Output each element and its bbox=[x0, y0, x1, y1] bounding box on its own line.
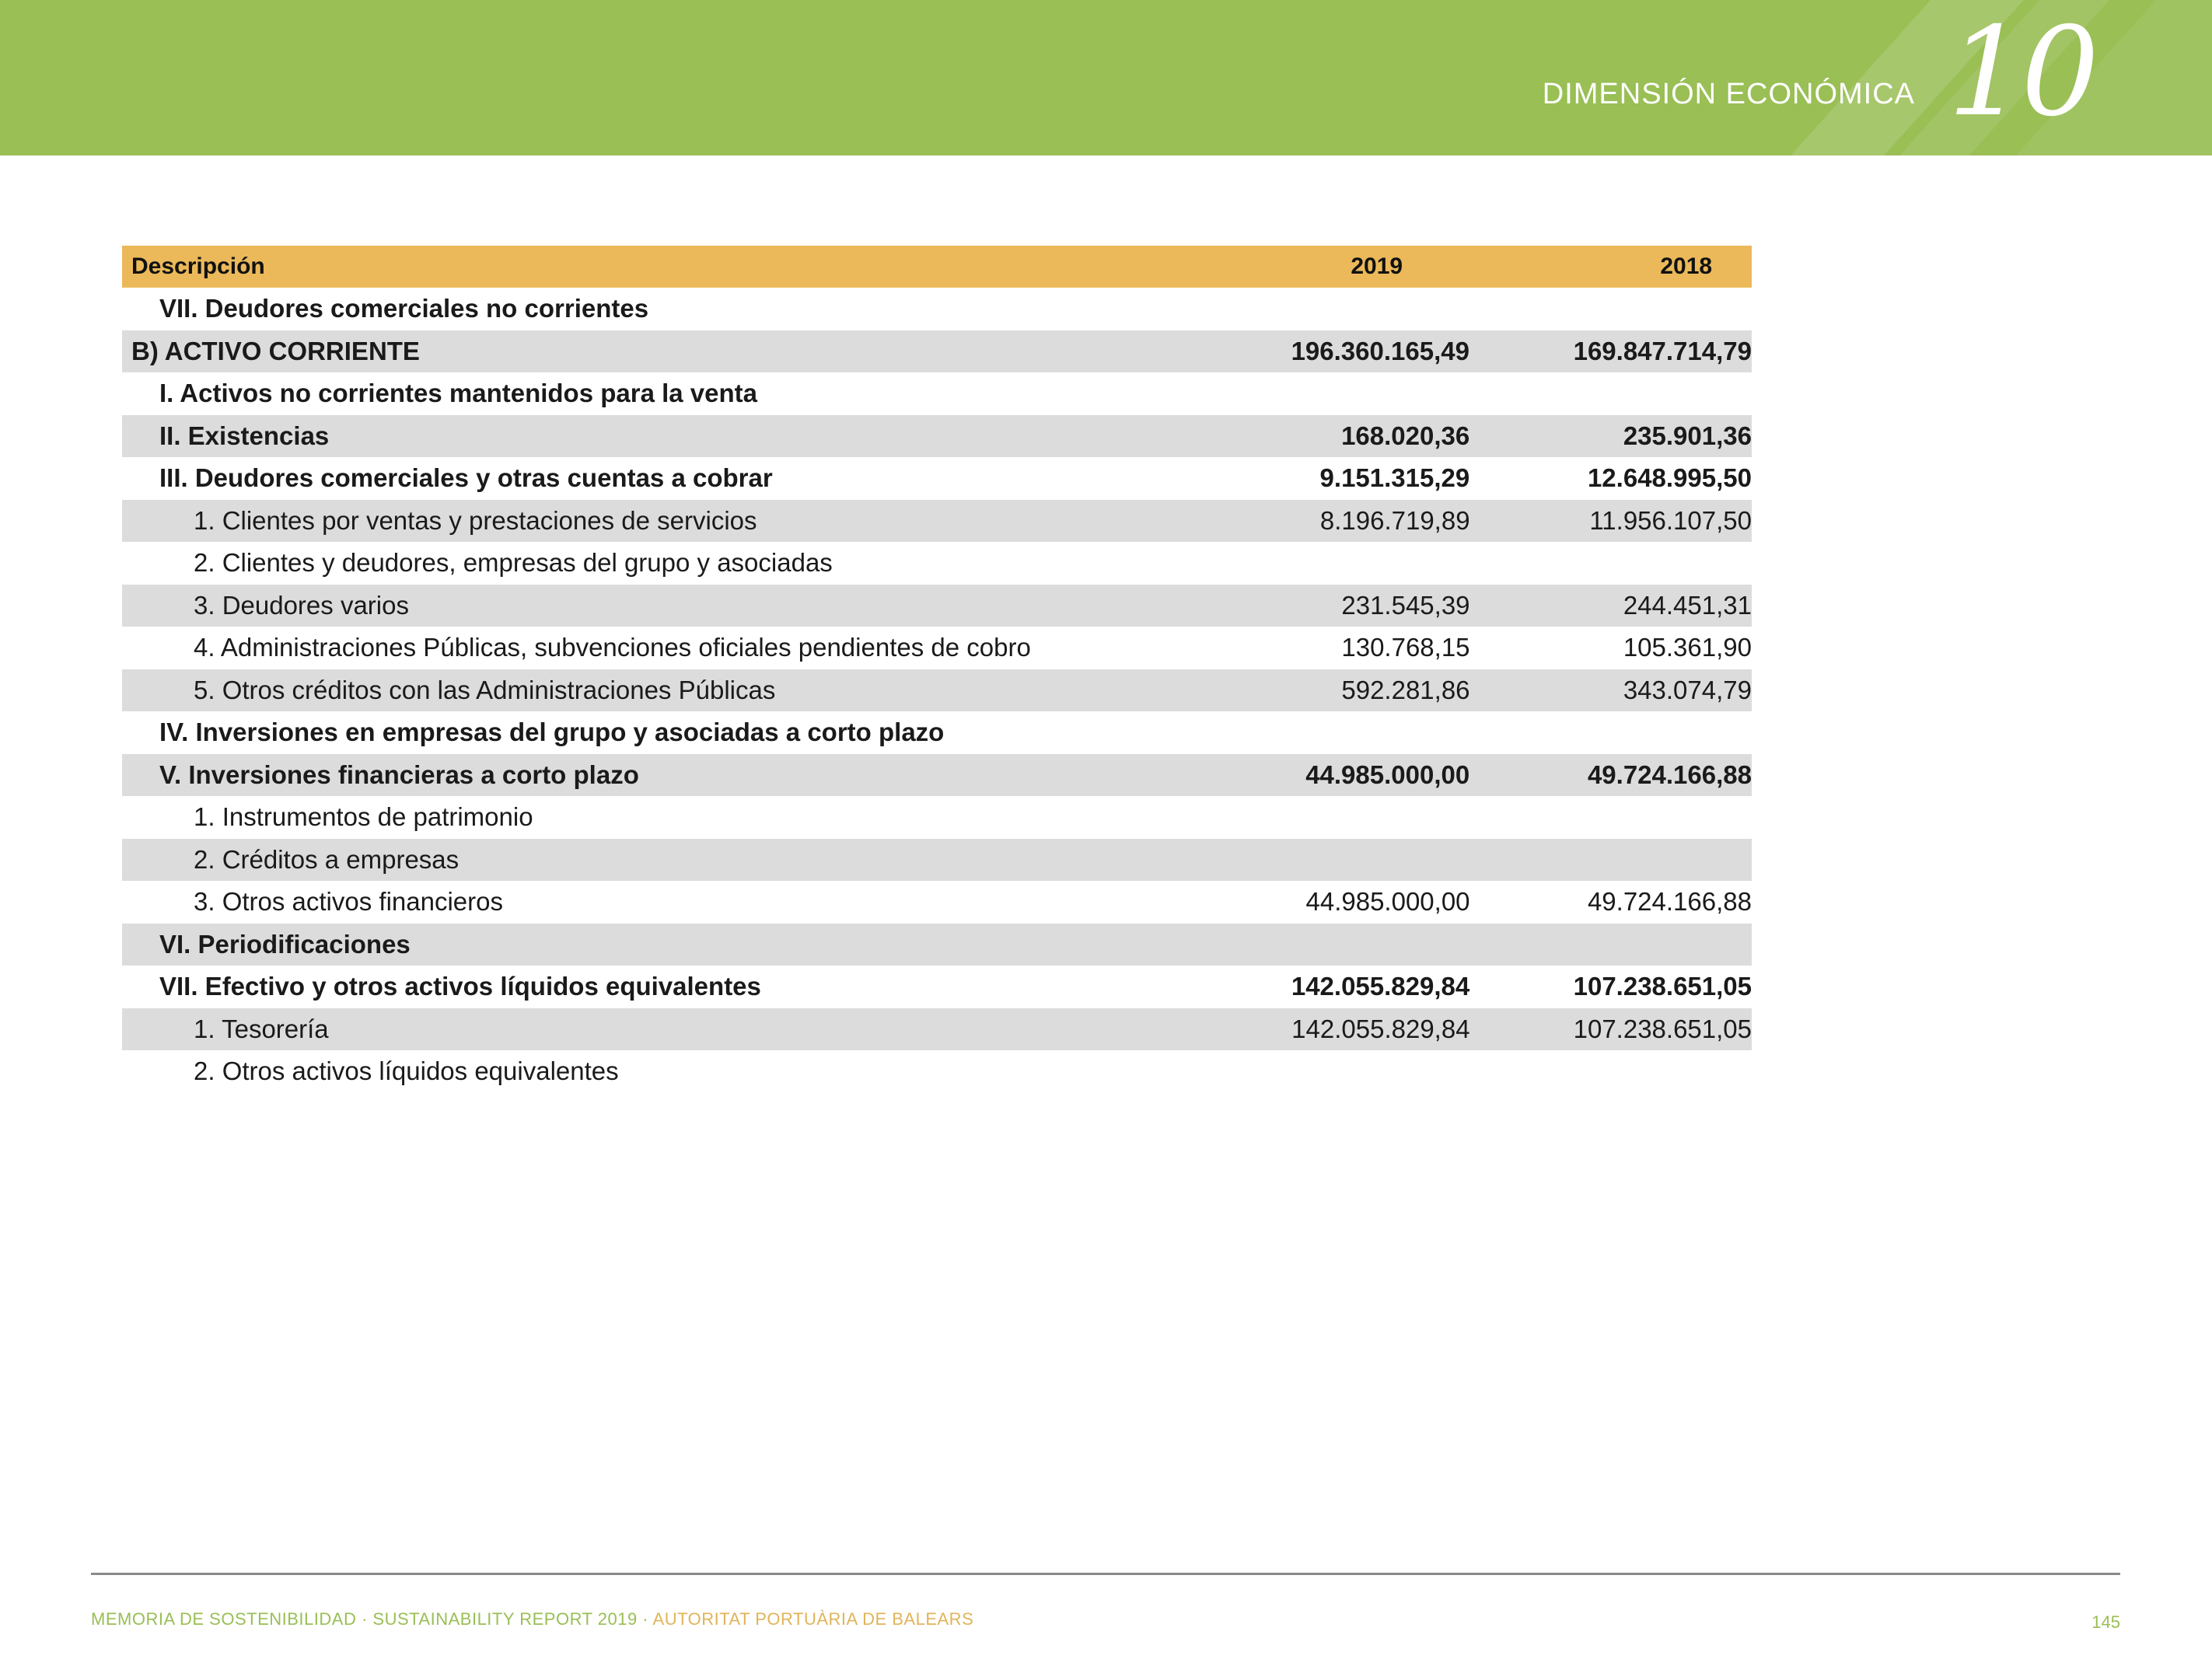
table-row bbox=[122, 500, 1752, 543]
row-label: 3. Otros activos financieros bbox=[194, 887, 503, 917]
footer-divider bbox=[91, 1573, 2120, 1575]
column-header-2018: 2018 bbox=[1660, 253, 1713, 279]
table-row bbox=[122, 372, 1752, 415]
table-row bbox=[122, 839, 1752, 882]
row-label: 1. Tesorería bbox=[194, 1014, 329, 1043]
value-2018: 49.724.166,88 bbox=[1587, 760, 1752, 789]
value-2019: 44.985.000,00 bbox=[1305, 887, 1470, 917]
value-2019: 142.055.829,84 bbox=[1291, 1014, 1470, 1043]
row-label: VII. Deudores comerciales no corrientes bbox=[159, 294, 649, 323]
row-label: 4. Administraciones Públicas, subvenciones oficiales pendientes de cobro bbox=[194, 633, 1031, 662]
row-label: 2. Créditos a empresas bbox=[194, 844, 460, 874]
value-2018: 107.238.651,05 bbox=[1573, 1014, 1752, 1043]
row-label: I. Activos no corrientes mantenidos para la venta bbox=[159, 379, 758, 408]
value-2019: 168.020,36 bbox=[1341, 421, 1470, 450]
row-label: V. Inversiones financieras a corto plazo bbox=[159, 760, 639, 789]
table-row bbox=[122, 711, 1752, 754]
value-2019: 9.151.315,29 bbox=[1319, 463, 1470, 493]
value-2018: 105.361,90 bbox=[1623, 633, 1752, 662]
value-2019: 592.281,86 bbox=[1341, 675, 1470, 704]
value-2019: 196.360.165,49 bbox=[1291, 336, 1469, 365]
table-row bbox=[122, 966, 1752, 1008]
balance-sheet-table bbox=[122, 246, 1752, 1093]
section-header-banner bbox=[0, 0, 2212, 155]
value-2018: 12.648.995,50 bbox=[1587, 463, 1752, 493]
section-title: DIMENSIÓN ECONÓMICA bbox=[1542, 78, 1915, 110]
footer-report-label: MEMORIA DE SOSTENIBILIDAD · SUSTAINABILITY REPORT 2019 · bbox=[91, 1609, 653, 1629]
value-2019: 8.196.719,89 bbox=[1319, 505, 1470, 535]
value-2018: 244.451,31 bbox=[1623, 590, 1752, 620]
table-row bbox=[122, 627, 1752, 669]
value-2018: 107.238.651,05 bbox=[1573, 972, 1752, 1001]
row-label: II. Existencias bbox=[159, 421, 330, 450]
row-label: 1. Clientes por ventas y prestaciones de servicios bbox=[194, 505, 757, 535]
footer-report-title bbox=[91, 1609, 973, 1629]
column-header-description: Descripción bbox=[131, 253, 265, 279]
section-number: 10 bbox=[1948, 1, 2095, 144]
value-2019: 44.985.000,00 bbox=[1305, 760, 1470, 789]
row-label: IV. Inversiones en empresas del grupo y asociadas a corto plazo bbox=[159, 718, 945, 747]
table-row bbox=[122, 1008, 1752, 1051]
table-header-row bbox=[122, 246, 1752, 288]
row-label: 3. Deudores varios bbox=[194, 590, 409, 620]
row-label: 1. Instrumentos de patrimonio bbox=[194, 802, 533, 832]
row-label: VII. Efectivo y otros activos líquidos equivalentes bbox=[159, 972, 761, 1001]
table-row bbox=[122, 330, 1752, 373]
table-row bbox=[122, 924, 1752, 966]
table-row bbox=[122, 288, 1752, 330]
row-label: 2. Clientes y deudores, empresas del grupo y asociadas bbox=[194, 548, 833, 578]
value-2018: 11.956.107,50 bbox=[1589, 505, 1752, 535]
table-row bbox=[122, 415, 1752, 458]
value-2018: 235.901,36 bbox=[1623, 421, 1752, 450]
page-number: 145 bbox=[2091, 1612, 2120, 1632]
table-row bbox=[122, 796, 1752, 839]
row-label: III. Deudores comerciales y otras cuentas a cobrar bbox=[159, 463, 773, 493]
row-label: 2. Otros activos líquidos equivalentes bbox=[194, 1057, 619, 1086]
footer-organization: AUTORITAT PORTUÀRIA DE BALEARS bbox=[652, 1609, 974, 1629]
value-2018: 49.724.166,88 bbox=[1587, 887, 1752, 917]
value-2018: 169.847.714,79 bbox=[1573, 336, 1752, 365]
value-2019: 130.768,15 bbox=[1341, 633, 1470, 662]
value-2019: 142.055.829,84 bbox=[1291, 972, 1470, 1001]
table-row bbox=[122, 881, 1752, 924]
table-row bbox=[122, 754, 1752, 797]
table-row bbox=[122, 542, 1752, 585]
row-label: VI. Periodificaciones bbox=[159, 929, 411, 959]
table-row bbox=[122, 585, 1752, 627]
table-row bbox=[122, 669, 1752, 712]
row-label: B) ACTIVO CORRIENTE bbox=[131, 336, 420, 365]
table-row bbox=[122, 1050, 1752, 1093]
table-row bbox=[122, 457, 1752, 500]
value-2018: 343.074,79 bbox=[1623, 675, 1752, 704]
value-2019: 231.545,39 bbox=[1341, 590, 1470, 620]
column-header-2019: 2019 bbox=[1351, 253, 1403, 279]
row-label: 5. Otros créditos con las Administraciones Públicas bbox=[194, 675, 776, 704]
